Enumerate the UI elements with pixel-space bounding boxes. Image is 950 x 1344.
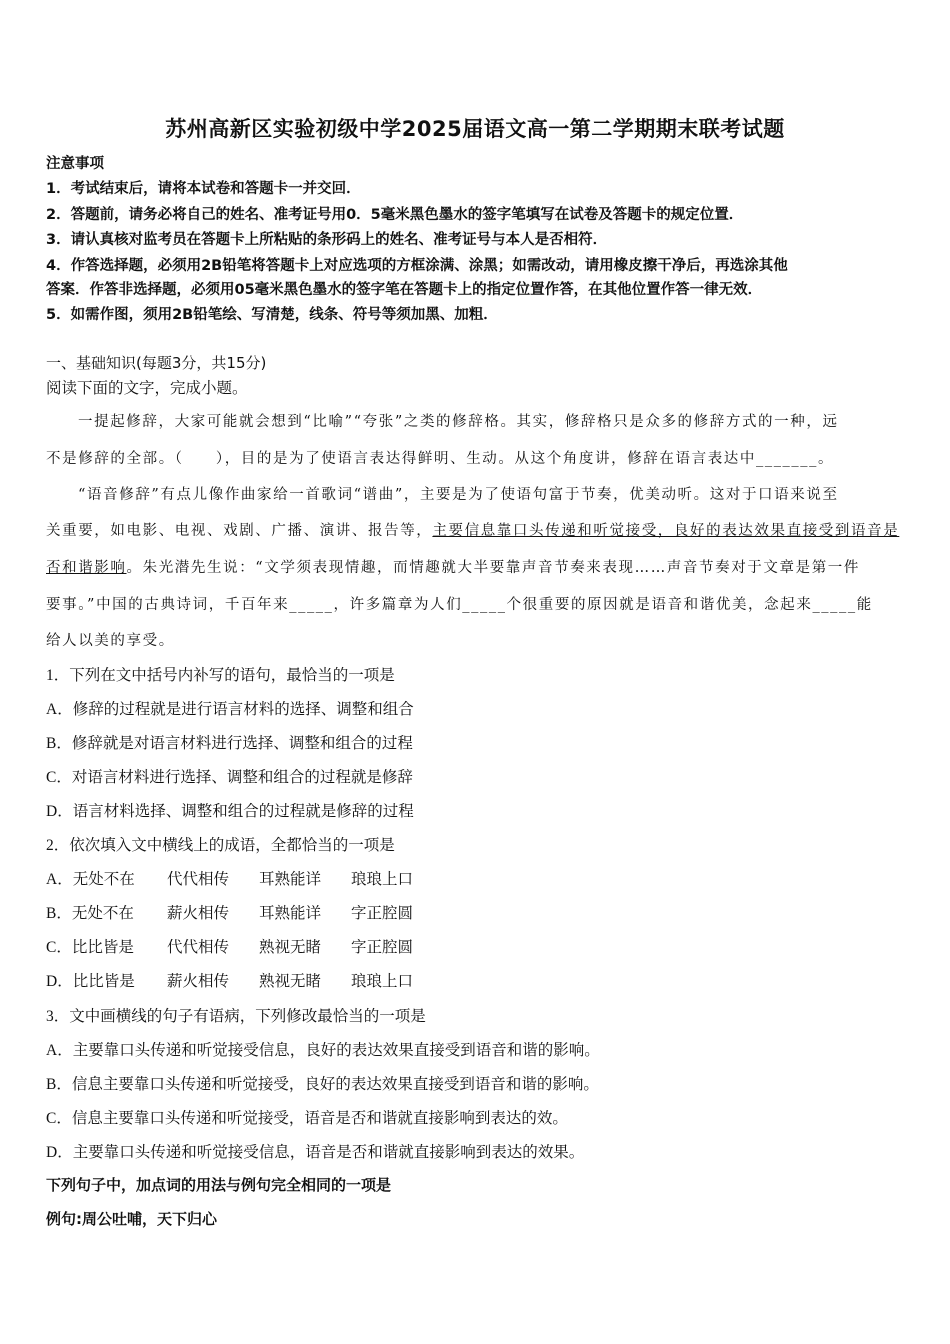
question-2-option-a [46, 867, 413, 889]
section-instruction: 阅读下面的文字，完成小题。 [46, 380, 248, 397]
question-4-stem: 下列句子中，加点词的用法与例句完全相同的一项是 [46, 1176, 392, 1194]
idiom: A．无处不在 [46, 871, 135, 888]
passage-line: 一提起修辞，大家可能就会想到“比喻”“夸张”之类的修辞格。其实，修辞格只是众多的修辞方式的一种，远 [78, 414, 839, 430]
question-3-option-d: D．主要靠口头传递和听觉接受信息，语音是否和谐就直接影响到表达的效果。 [46, 1144, 585, 1161]
passage-line: 要事。”中国的古典诗词，千百年来_____，许多篇章为人们_____个很重要的原因就是语音和谐优美，念起来_____能 [46, 597, 873, 613]
question-1-option-d: D．语言材料选择、调整和组合的过程就是修辞的过程 [46, 803, 414, 820]
section-heading: 一、基础知识(每题3分，共15分) [46, 354, 267, 372]
question-3-option-b: B．信息主要靠口头传递和听觉接受，良好的表达效果直接受到语音和谐的影响。 [46, 1076, 599, 1093]
notice-item-3: 3．请认真核对监考员在答题卡上所粘贴的条形码上的姓名、准考证号与本人是否相符． [46, 232, 608, 248]
question-2-option-c [46, 935, 413, 957]
question-1-option-c: C．对语言材料进行选择、调整和组合的过程就是修辞 [46, 769, 413, 786]
question-4-example: 例句:周公吐哺，天下归心 [46, 1210, 217, 1228]
question-1-stem: 1．下列在文中括号内补写的语句，最恰当的一项是 [46, 667, 395, 684]
idiom: 字正腔圆 [351, 905, 414, 922]
question-2-option-d [46, 969, 413, 991]
idiom: 字正腔圆 [351, 939, 414, 956]
idiom: 耳熟能详 [259, 905, 322, 922]
idiom: 熟视无睹 [259, 939, 322, 956]
passage-text: 。朱光潜先生说：“文学须表现情趣，而情趣就大半要靠声音节奏来表现……声音节奏对于文章是第一件 [126, 560, 861, 576]
passage-line [46, 519, 899, 540]
idiom: D．比比皆是 [46, 973, 135, 990]
underlined-sentence: 主要信息靠口头传递和听觉接受，良好的表达效果直接受到语音是 [432, 523, 900, 539]
question-2-stem: 2．依次填入文中横线上的成语，全都恰当的一项是 [46, 837, 395, 854]
question-2-option-b [46, 901, 413, 923]
question-1-option-a: A．修辞的过程就是进行语言材料的选择、调整和组合 [46, 701, 414, 718]
idiom: 薪火相传 [167, 905, 230, 922]
notice-heading: 注意事项 [46, 156, 104, 172]
passage-line: 不是修辞的全部。（ ），目的是为了使语言表达得鲜明、生动。从这个角度讲，修辞在语言表达中_______。 [46, 451, 835, 467]
idiom: 耳熟能详 [259, 871, 322, 888]
idiom: 代代相传 [167, 871, 230, 888]
question-3-option-c: C．信息主要靠口头传递和听觉接受，语音是否和谐就直接影响到表达的效。 [46, 1110, 568, 1127]
idiom: B．无处不在 [46, 905, 134, 922]
notice-item-4-cont: 答案．作答非选择题，必须用05毫米黑色墨水的签字笔在答题卡上的指定位置作答，在其他位置作答一律无效． [46, 282, 763, 298]
idiom: 熟视无睹 [259, 973, 322, 990]
notice-item-4: 4．作答选择题，必须用2B铅笔将答题卡上对应选项的方框涂满、涂黑；如需改动，请用橡皮擦干净后，再选涂其他 [46, 258, 788, 274]
idiom: 琅琅上口 [351, 973, 414, 990]
idiom: 代代相传 [167, 939, 230, 956]
idiom: 薪火相传 [167, 973, 230, 990]
page-title: 苏州高新区实验初级中学2025届语文高一第二学期期末联考试题 [165, 117, 785, 141]
passage-line: “语音修辞”有点儿像作曲家给一首歌词“谱曲”，主要是为了使语句富于节奏，优美动听。这对于口语来说至 [78, 487, 839, 503]
question-3-option-a: A．主要靠口头传递和听觉接受信息，良好的表达效果直接受到语音和谐的影响。 [46, 1042, 600, 1059]
underlined-sentence: 否和谐影响 [46, 560, 127, 576]
question-1-option-b: B．修辞就是对语言材料进行选择、调整和组合的过程 [46, 735, 413, 752]
idiom: C．比比皆是 [46, 939, 134, 956]
passage-line [46, 556, 860, 577]
passage-text: 关重要，如电影、电视、戏剧、广播、演讲、报告等， [46, 523, 433, 539]
notice-item-5: 5．如需作图，须用2B铅笔绘、写清楚，线条、符号等须加黑、加粗． [46, 307, 498, 323]
passage-line: 给人以美的享受。 [46, 633, 175, 649]
question-3-stem: 3．文中画横线的句子有语病，下列修改最恰当的一项是 [46, 1008, 426, 1025]
idiom: 琅琅上口 [351, 871, 414, 888]
notice-item-2: 2．答题前，请务必将自己的姓名、准考证号用0．5毫米黑色墨水的签字笔填写在试卷及答题卡的规定位置． [46, 207, 744, 223]
notice-item-1: 1．考试结束后，请将本试卷和答题卡一并交回． [46, 181, 361, 197]
